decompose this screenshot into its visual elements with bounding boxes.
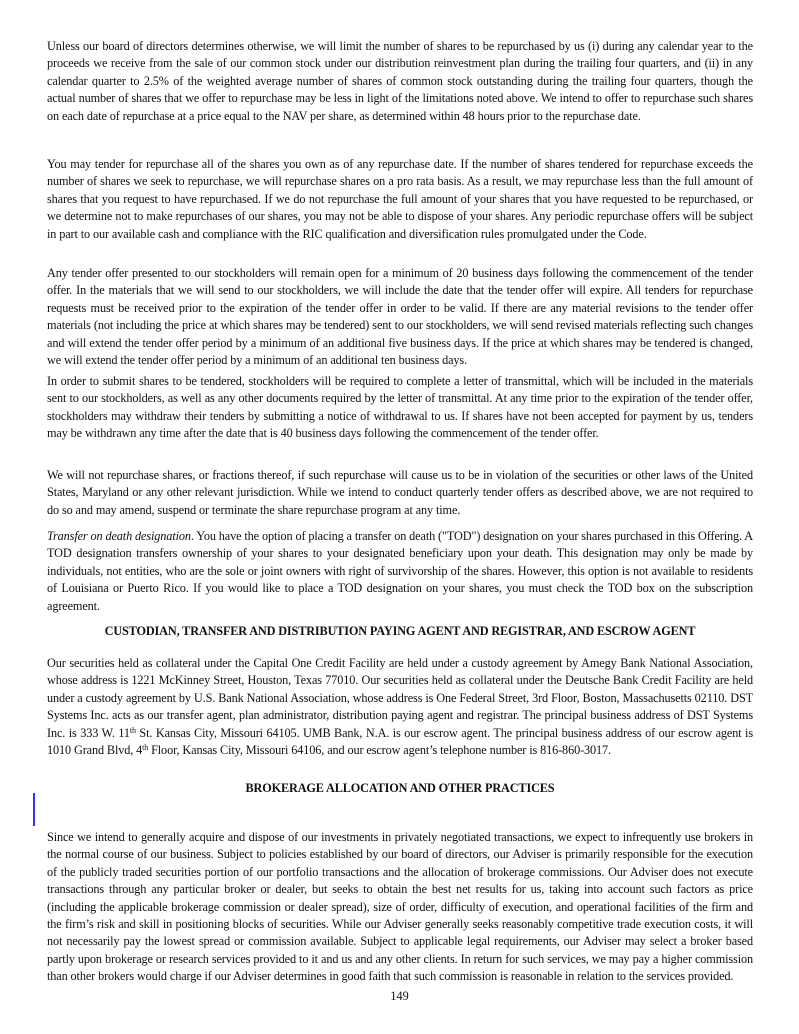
ordinal-suffix: th [129,725,136,735]
paragraph-tender-offer-duration: Any tender offer presented to our stockholders will remain open for a minimum of 20 business days following the commencement of the tender offer. In the materials that we will send to our stockholders, we will include the date that the tender offer will expire. All tenders for repurchase requests must be received prior to the expiration of the tender offer in order to be valid. If there are any material revisions to the tender offer materials (not including the price at which shares may be tendered) sent to our stockholders, we will send revised materials reflecting such changes and will extend the tender offer period by a minimum of an additional five business days. If the price at which shares may be tendered is changed, we will extend the tender offer period by a minimum of an additional ten business days. [47,266,753,368]
custodian-text-c: Floor, Kansas City, Missouri 64106, and our escrow agent’s telephone number is 816-860-3017. [148,743,611,758]
custodian-text-b: St. Kansas City, Missouri 64105. UMB Bank, N.A. is our escrow agent. The principal business address of our escrow agent is 1010 Grand Blvd, 4 [47,725,753,758]
paragraph-letter-of-transmittal: In order to submit shares to be tendered, stockholders will be required to complete a letter of transmittal, which will be included in the materials sent to our stockholders, as well as any other documents required by the letter of transmittal. At any time prior to the expiration of the tender offer, stockholders may withdraw their tenders by submitting a notice of withdrawal to us. If shares have not been accepted for payment by us, tenders may be withdrawn any time after the date that is 40 business days following the commencement of the tender offer. [47,374,753,441]
paragraph-legal-restrictions: We will not repurchase shares, or fractions thereof, if such repurchase will cause us to be in violation of the securities or other laws of the United States, Maryland or any other relevant jurisdiction. While we intend to conduct quarterly tender offers as described above, we are not required to do so and may amend, suspend or terminate the share repurchase program at any time. [47,468,753,517]
custodian-text-a: Our securities held as collateral under the Capital One Credit Facility are held under a custody agreement by Amegy Bank National Association, whose address is 1221 McKinney Street, Houston, Texas 77010. Our securities held as collateral under the Deutsche Bank Credit Facility are held under a custody agreement by U.S. Bank National Association, whose address is One Federal Street, 3rd Floor, Boston, Massachusetts 02110. DST Systems Inc. acts as our transfer agent, plan administrator, distribution paying agent and registrar. The principal business address of DST Systems Inc. is 333 W. 11 [47,656,753,740]
page-number: 149 [390,989,409,1003]
paragraph-tender-all-shares: You may tender for repurchase all of the shares you own as of any repurchase date. If the number of shares tendered for repurchase exceeds the number of shares we seek to repurchase, we will repurchase shares on a pro rata basis. As a result, we may repurchase less than the full amount of shares that you request to have repurchased. If we do not repurchase the full amount of your shares that you have requested to be repurchased, or we determine not to make repurchases of our shares, you may not be able to dispose of your shares. Any periodic repurchase offers will be subject in part to our available cash and compliance with the RIC qualification and diversification rules promulgated under the Code. [47,157,753,241]
paragraph-custodian-details [47,655,753,759]
tod-lead-in: Transfer on death designation [47,529,191,543]
paragraph-repurchase-limits: Unless our board of directors determines otherwise, we will limit the number of shares to be repurchased by us (i) during any calendar year to the proceeds we receive from the sale of our common stock under our distribution reinvestment plan during the trailing four quarters, and (ii) in any calendar quarter to 2.5% of the weighted average number of shares of common stock outstanding during the trailing four quarters, though the actual number of shares that we offer to repurchase may be less in light of the limitations noted above. We intend to offer to repurchase such shares on each date of repurchase at a price equal to the NAV per share, as determined within 48 hours prior to the repurchase date. [47,39,753,123]
paragraph-transfer-on-death [47,528,753,615]
section-heading-brokerage: BROKERAGE ALLOCATION AND OTHER PRACTICES [245,781,555,795]
tod-body: . You have the option of placing a transfer on death ("TOD") designation on your shares purchased in this Offering. A TOD designation transfers ownership of your shares to your designated beneficiary upon your death. This designation may only be made by individuals, not entities, who are the sole or joint owners with right of survivorship of the shares. However, this option is not available to residents of Louisiana or Puerto Rico. If you would like to place a TOD designation on your shares, you must check the TOD box on the subscription agreement. [47,529,753,613]
section-heading-custodian: CUSTODIAN, TRANSFER AND DISTRIBUTION PAYING AGENT AND REGISTRAR, AND ESCROW AGENT [104,624,696,638]
ordinal-suffix: th [142,743,149,753]
paragraph-brokerage-practices: Since we intend to generally acquire and dispose of our investments in privately negotiated transactions, we expect to infrequently use brokers in the normal course of our business. Subject to policies established by our board of directors, our Adviser is primarily responsible for the execution of the publicly traded securities portion of our portfolio transactions and the allocation of brokerage commissions. Our Adviser does not execute transactions through any particular broker or dealer, but seeks to obtain the best net results for us, taking into account such factors as price (including the applicable brokerage commission or dealer spread), size of order, difficulty of execution, and operational facilities of the firm and the firm’s risk and skill in positioning blocks of securities. While our Adviser generally seeks reasonably competitive trade execution costs, it will not necessarily pay the lowest spread or commission available. Subject to applicable legal requirements, our Adviser may select a broker based partly upon brokerage or research services provided to it and us and any other clients. In return for such services, we may pay a higher commission than other brokers would charge if our Adviser determines in good faith that such commission is reasonable in relation to the services provided. [47,830,753,984]
revision-change-bar [33,793,35,826]
